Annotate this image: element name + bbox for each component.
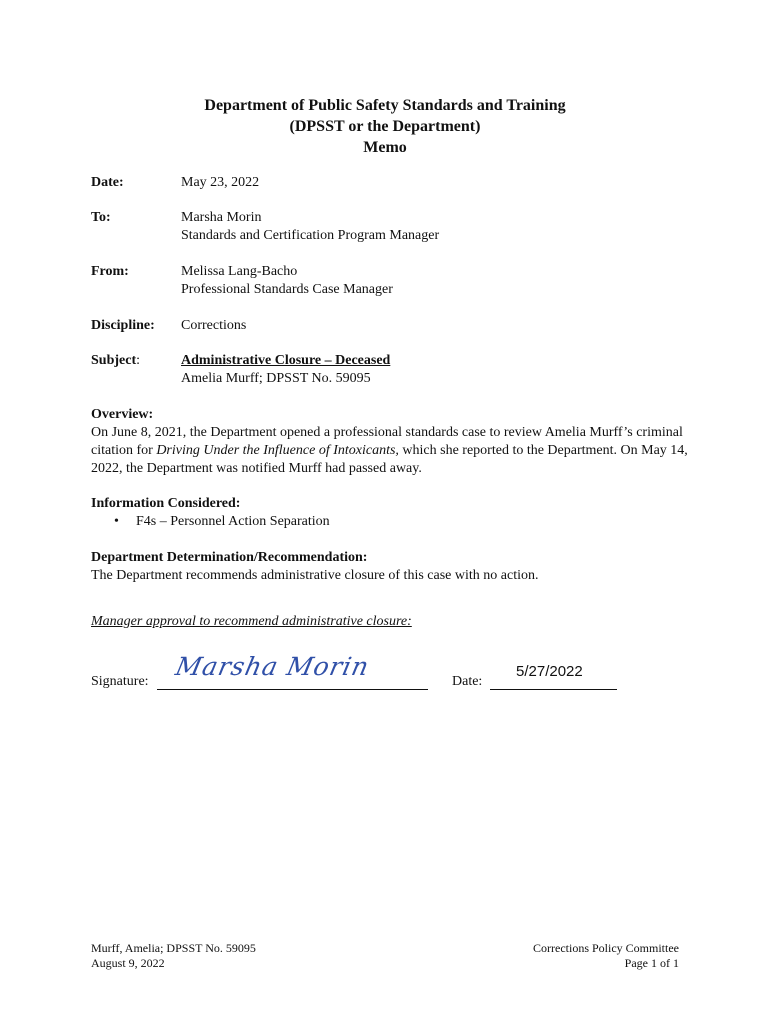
signature-image: Marsha Morin (173, 652, 373, 681)
date-label: Date: (91, 175, 124, 190)
memo-title-line2: (DPSST or the Department) (289, 118, 481, 135)
subject-line1: Administrative Closure – Deceased (181, 353, 391, 368)
memo-title-line3: Memo (363, 139, 407, 156)
from-label: From: (91, 264, 129, 279)
info-list-item (114, 513, 330, 531)
discipline-value: Corrections (181, 318, 247, 333)
date-approval-value: 5/27/2022 (516, 663, 583, 680)
signature-line (157, 689, 428, 690)
footer-right (533, 941, 679, 971)
discipline-label: Discipline: (91, 318, 155, 333)
overview-text-italic: Driving Under the Influence of Intoxicants, (156, 443, 399, 458)
memo-title (0, 95, 770, 158)
info-item-text: F4s – Personnel Action Separation (136, 514, 330, 529)
overview-text-a: On June 8, 2021, the Department opened a professional standards case to review Amelia Murff’s criminal citation for (91, 425, 683, 458)
determination-heading: Department Determination/Recommendation: (91, 550, 368, 565)
from-name: Melissa Lang-Bacho (181, 264, 298, 279)
from-title: Professional Standards Case Manager (181, 282, 393, 297)
overview-text (91, 424, 691, 478)
determination-text: The Department recommends administrative closure of this case with no action. (91, 568, 539, 583)
footer-right-line2: Page 1 of 1 (624, 956, 679, 970)
footer-right-line1: Corrections Policy Committee (533, 941, 679, 955)
signature-label: Signature: (91, 674, 149, 689)
to-label: To: (91, 210, 111, 225)
subject-label-colon: : (136, 353, 141, 368)
date-approval-label: Date: (452, 674, 483, 689)
date-value: May 23, 2022 (181, 175, 260, 190)
subject-label-text: Subject (91, 353, 137, 368)
footer-left (91, 941, 256, 971)
subject-line2: Amelia Murff; DPSST No. 59095 (181, 371, 371, 386)
bullet-icon: • (114, 514, 119, 529)
footer-left-line1: Murff, Amelia; DPSST No. 59095 (91, 941, 256, 955)
memo-title-line1: Department of Public Safety Standards and Training (204, 97, 566, 114)
subject-label (91, 352, 140, 370)
date-approval-line (490, 689, 617, 690)
to-title: Standards and Certification Program Manager (181, 228, 440, 243)
info-heading: Information Considered: (91, 496, 241, 511)
to-name: Marsha Morin (181, 210, 262, 225)
overview-heading: Overview: (91, 407, 154, 422)
footer-left-line2: August 9, 2022 (91, 956, 165, 970)
overview-text-b: which she reported to the Department. On May 14, 2022, the Department was notified Murff had passed away. (91, 443, 688, 476)
approval-text: Manager approval to recommend administrative closure: (91, 614, 412, 629)
